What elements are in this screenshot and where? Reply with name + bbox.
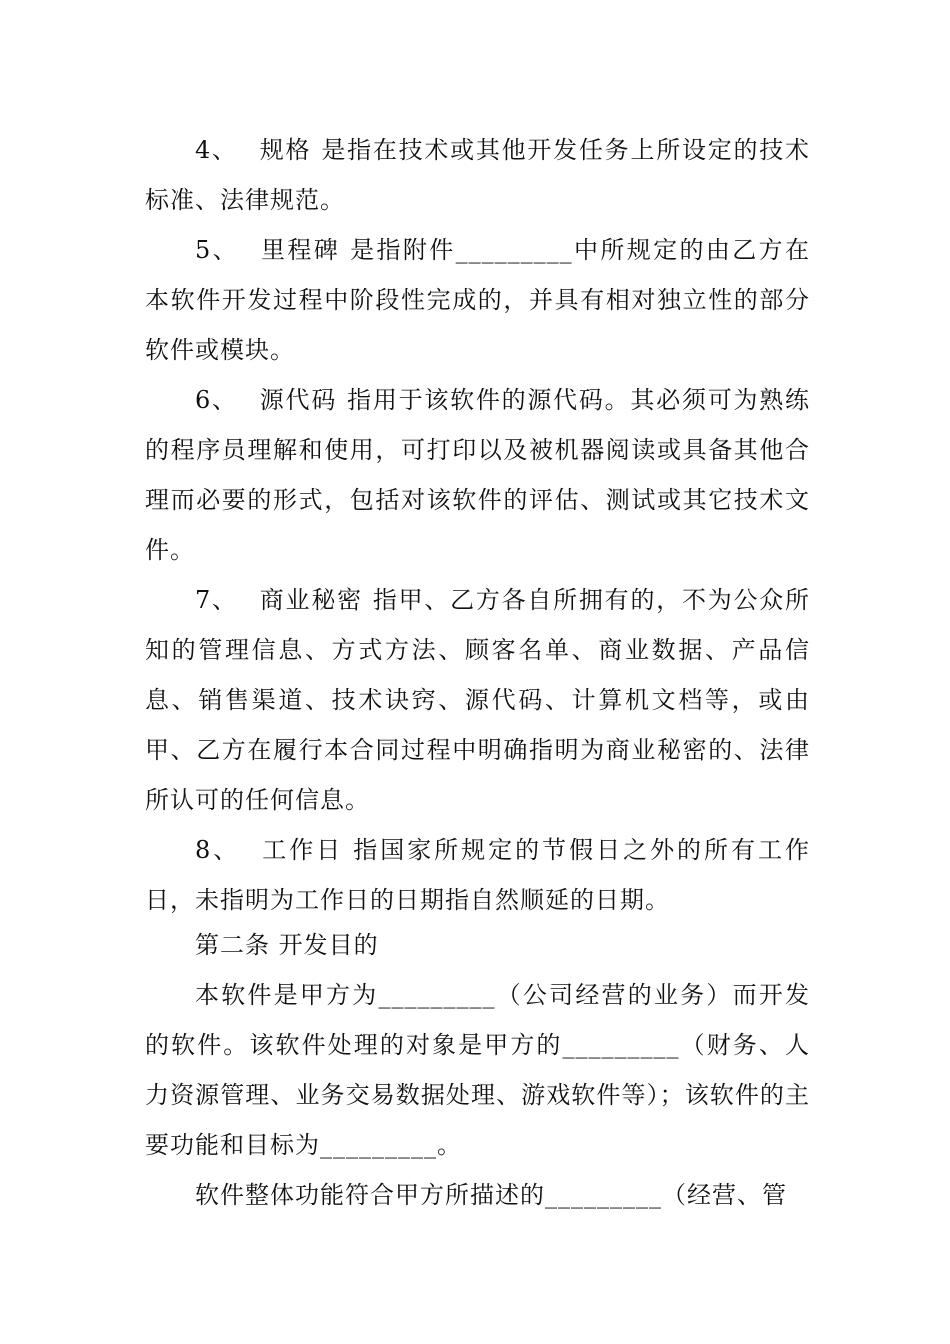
definition-number: 8、 (195, 836, 241, 864)
definition-term: 商业秘密 (259, 586, 363, 614)
definition-4 (145, 125, 810, 225)
article-heading: 第二条 开发目的 (195, 931, 379, 959)
definition-number: 4、 (195, 136, 238, 164)
definition-number: 5、 (195, 236, 240, 264)
article-paragraph: 本软件是甲方为_________（公司经营的业务）而开发的软件。该软件处理的对象是甲方的_________（财务、人力资源管理、业务交易数据处理、游戏软件等）；该软件的主要功能和目标为_________。 (145, 981, 810, 1159)
definition-term: 源代码 (259, 386, 338, 414)
definition-7 (145, 575, 810, 825)
article-paragraph: 软件整体功能符合甲方所描述的_________（经营、管 (195, 1181, 787, 1209)
definition-number: 7、 (195, 586, 238, 614)
definition-text: 指国家所规定的节假日之外的所有工作日，未指明为工作日的日期指自然顺延的日期。 (145, 836, 811, 914)
definition-text: 指甲、乙方各自所拥有的，不为公众所知的管理信息、方式方法、顾客名单、商业数据、产品信息、销售渠道、技术诀窍、源代码、计算机文档等，或由甲、乙方在履行本合同过程中明确指明为商业秘密的、法律所认可的任何信息。 (145, 586, 811, 814)
definition-term: 工作日 (262, 836, 344, 864)
definition-number: 6、 (195, 386, 238, 414)
definition-6 (145, 375, 810, 575)
definition-8 (145, 825, 810, 925)
definition-text: 指用于该软件的源代码。其必须可为熟练的程序员理解和使用，可打印以及被机器阅读或具备其他合理而必要的形式，包括对该软件的评估、测试或其它技术文件。 (145, 386, 810, 564)
definition-term: 里程碑 (261, 236, 341, 264)
definition-5 (145, 225, 810, 375)
definition-text: 是指附件_________中所规定的由乙方在本软件开发过程中阶段性完成的，并具有相对独立性的部分软件或模块。 (145, 236, 811, 364)
definition-term: 规格 (259, 136, 312, 164)
definition-text: 是指在技术或其他开发任务上所设定的技术标准、法律规范。 (145, 136, 811, 214)
